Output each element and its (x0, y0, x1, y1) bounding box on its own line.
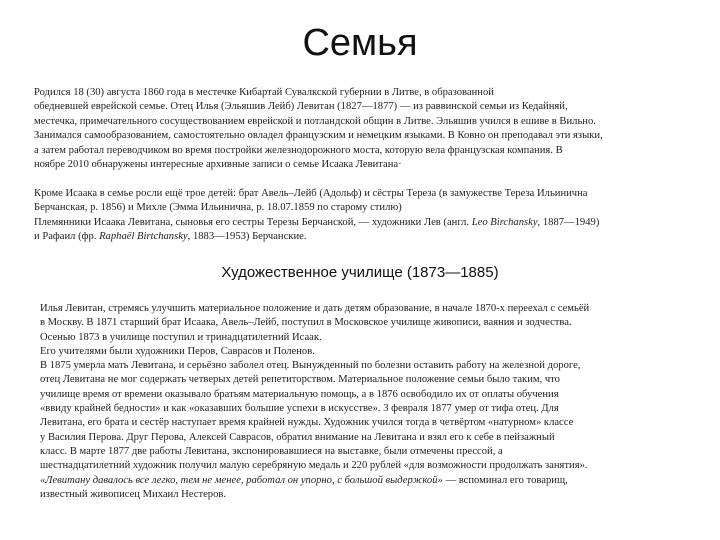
text-line: в Москву. В 1871 старший брат Исаака, Авель–Лейб, поступил в Московское училище живописи, ваяния и зодчества. (40, 317, 572, 329)
text-line (34, 230, 599, 244)
text-line: класс. В марте 1877 две работы Левитана, экспонировавшиеся на выставке, были отмечены прессой, а (40, 445, 503, 457)
text-line: Родился 18 (30) августа 1860 года в местечке Кибартай Сувалкской губернии в Литве, в образованной (34, 87, 494, 98)
english-name: Leo Birchansky (471, 216, 538, 228)
text-line: «ввиду крайней бедности» и как «оказавших большие успехи в искусстве». 3 февраля 1877 умер от тифа отец. Для (40, 403, 559, 415)
text-line: Занимался самообразованием, самостоятельно овладел французским и немецким языками. В Ковно он преподавал эти языки, (34, 130, 603, 142)
text-line: Левитана, его брата и сестёр наступает время крайней нужды. Художник учился тогда в четвёртом «натурном» классе (40, 417, 574, 429)
text-line: а затем работал переводчиком во время постройки железнодорожного моста, которую вела французская компания. В (34, 144, 563, 156)
family-paragraph (34, 86, 603, 172)
text-line (40, 474, 589, 488)
french-name: Raphaël Birtchansky (99, 231, 188, 243)
text-line: Кроме Исаака в семье росли ещё трое детей: брат Авель–Лейб (Адольф) и сёстры Тереза (в замужестве Тереза Ильинична (34, 188, 588, 199)
text-fragment: Племянники Исаака Левитана, сыновья его сестры Терезы Берчанской, — художники Лев (англ. (34, 216, 472, 228)
text-line: местечка, примечательного сосуществованием еврейской и потландской общин в Литве. Эльяшив учился в ешиве в Вильно. (34, 115, 596, 127)
section-heading: Художественное училище (1873—1885) (221, 264, 499, 281)
nesterov-quote: «Левитану давалось все легко, тем не менее, работал он упорно, с большой выдержкой» (40, 474, 443, 486)
text-line: известный живописец Михаил Нестеров. (40, 488, 227, 500)
text-line: ноябре 2010 обнаружены интересные архивные записи о семье Исаака Левитана· (34, 159, 402, 171)
text-fragment: и Рафаил (фр. (34, 231, 100, 243)
text-line: Его учителями были художники Перов, Саврасов и Поленов. (40, 345, 315, 357)
text-line: Осенью 1873 в училище поступил и тринадцатилетний Исаак. (40, 331, 322, 343)
text-fragment: , 1883—1953) Берчанские. (187, 231, 307, 243)
text-line: у Василия Перова. Друг Перова, Алексей Саврасов, обратил внимание на Левитана и взял его к себе в пейзажный (40, 431, 555, 443)
text-line: В 1875 умерла мать Левитана, и серьёзно заболел отец. Вынужденный по болезни оставить работу на железной дороге, (40, 360, 581, 372)
text-fragment: — вспоминал его товарищ, (442, 474, 568, 486)
page-title: Семья (302, 22, 418, 64)
text-line (34, 216, 599, 230)
text-line: отец Левитана не мог содержать четверых детей репетиторством. Материальное положение семьи было таким, что (40, 374, 560, 386)
text-line: шестнадцатилетний художник получил малую серебряную медаль и 220 рублей «для возможности продолжать занятия». (40, 460, 588, 472)
text-line: училище время от времени оказывало братьям материальную помощь, а в 1876 освободило их от оплаты обучения (40, 388, 559, 400)
text-line: Илья Левитан, стремясь улучшить материальное положение и дать детям образование, в начале 1870-х переехал с семьёй (40, 303, 590, 314)
text-line: Берчанская, р. 1856) и Михле (Эмма Ильинична, р. 18.07.1859 по старому стилю) (34, 202, 402, 214)
school-paragraph (40, 302, 589, 502)
text-fragment: , 1887—1949) (537, 216, 600, 228)
text-line: обедневшей еврейской семье. Отец Илья (Эльяшив Лейб) Левитан (1827—1877) — из раввинской семьи из Кедайняй, (34, 101, 568, 113)
siblings-paragraph (34, 187, 599, 245)
